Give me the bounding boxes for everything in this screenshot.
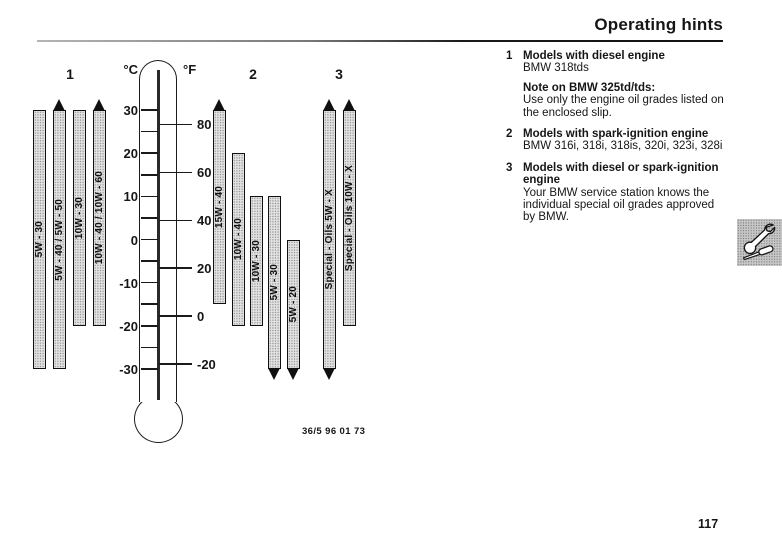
oil-grade-label: 10W - 40 [232, 218, 244, 261]
oil-grade-label: 5W - 30 [33, 221, 45, 258]
oil-grade-label: 5W - 30 [268, 264, 280, 301]
figure-caption: 36/5 96 01 73 [302, 426, 366, 437]
note-item [506, 50, 754, 119]
fahrenheit-tick-label: 20 [197, 261, 212, 277]
oil-grade-bar [53, 110, 66, 369]
oil-grade-bar [93, 110, 106, 326]
page-number: 117 [698, 517, 719, 531]
thermometer-mercury-line [157, 70, 160, 400]
celsius-tick-label: 10 [123, 189, 138, 205]
fahrenheit-tick [159, 220, 192, 222]
celsius-tick-label: 30 [123, 103, 138, 118]
celsius-minor-tick [141, 347, 158, 349]
notes-column [506, 50, 754, 233]
celsius-tick-label: -10 [119, 275, 138, 291]
celsius-tick [141, 109, 158, 111]
oil-grade-bar [287, 240, 300, 370]
group-3-label: 3 [335, 66, 343, 82]
arrow-down-icon [268, 368, 280, 380]
oil-grade-bar [250, 196, 263, 326]
oil-grade-label: Special - Oils 10W - X [343, 164, 355, 271]
note-heading: Models with spark-ignition engine [523, 128, 709, 141]
celsius-minor-tick [141, 131, 158, 133]
arrow-up-icon [53, 99, 65, 111]
page-title: Operating hints [594, 15, 723, 34]
note-line: BMW 318tds [523, 62, 589, 75]
arrow-up-icon [213, 99, 225, 111]
fahrenheit-tick-label: 60 [197, 165, 212, 181]
oil-grade-bar [33, 110, 46, 369]
note-item [506, 128, 754, 153]
note-body [523, 128, 722, 153]
note-line: by BMW. [523, 211, 570, 224]
oil-grade-label: 5W - 20 [287, 286, 299, 323]
note-number: 1 [506, 50, 513, 62]
fahrenheit-tick [159, 315, 192, 317]
note-line: BMW 316i, 318i, 318is, 320i, 323i, 328i [523, 140, 723, 153]
celsius-minor-tick [141, 174, 158, 176]
oil-grade-label: 5W - 40 / 5W - 50 [53, 198, 65, 281]
note-number: 3 [506, 161, 513, 174]
fahrenheit-tick-label: 40 [197, 213, 212, 229]
wrench-screwdriver-icon [739, 219, 780, 267]
group-2-label: 2 [249, 66, 257, 82]
oil-grade-bar [323, 110, 336, 369]
celsius-tick-label: -30 [119, 362, 138, 377]
celsius-tick-label: 0 [130, 232, 138, 248]
note-number: 2 [506, 128, 513, 141]
note-body [523, 162, 719, 224]
fahrenheit-tick [159, 363, 192, 365]
oil-grade-bar [232, 153, 245, 326]
arrow-up-icon [323, 99, 335, 111]
oil-grade-bar [343, 110, 356, 326]
note-body [523, 50, 724, 119]
fahrenheit-unit-label: °F [183, 62, 197, 77]
note-sub-heading: Note on BMW 325td/tds: [523, 81, 656, 94]
celsius-minor-tick [141, 303, 158, 305]
oil-grade-bar [213, 110, 226, 304]
fahrenheit-tick [159, 124, 192, 126]
oil-grade-label: 10W - 40 / 10W - 60 [93, 171, 105, 265]
celsius-tick-label: 20 [123, 146, 138, 162]
fahrenheit-tick-label: -20 [197, 357, 216, 373]
chapter-tab [737, 219, 782, 266]
note-item [506, 162, 754, 224]
arrow-down-icon [323, 368, 335, 380]
note-line: individual special oil grades approved [523, 199, 715, 212]
celsius-tick [141, 239, 158, 241]
oil-grade-label: Special - Oils 5W - X [323, 189, 335, 290]
celsius-tick [141, 196, 158, 198]
celsius-tick [141, 368, 158, 370]
oil-grade-bar [268, 196, 281, 369]
oil-grade-bar [73, 110, 86, 326]
arrow-down-icon [287, 368, 299, 380]
note-heading: Models with diesel engine [523, 50, 665, 62]
fahrenheit-tick-label: 80 [197, 117, 212, 133]
celsius-tick [141, 325, 158, 327]
fahrenheit-tick [159, 172, 192, 174]
fahrenheit-tick-label: 0 [197, 309, 205, 325]
note-line: Use only the engine oil grades listed on [523, 94, 724, 107]
oil-grade-label: 10W - 30 [250, 239, 262, 283]
fahrenheit-tick [159, 267, 192, 269]
oil-grade-label: 10W - 30 [73, 196, 85, 239]
note-heading: engine [523, 174, 561, 187]
group-1-label: 1 [66, 66, 74, 82]
celsius-tick [141, 282, 158, 284]
note-line: the enclosed slip. [523, 106, 612, 119]
thermometer-bulb [134, 395, 183, 443]
celsius-unit-label: °C [123, 62, 138, 77]
arrow-up-icon [343, 99, 355, 111]
note-heading: Models with diesel or spark-ignition [523, 161, 719, 174]
celsius-tick [141, 152, 158, 154]
header-rule [37, 40, 723, 42]
celsius-tick-label: -20 [119, 318, 138, 334]
celsius-minor-tick [141, 260, 158, 262]
oil-grade-label: 15W - 40 [213, 186, 225, 229]
note-line: Your BMW service station knows the [523, 186, 710, 199]
celsius-minor-tick [141, 217, 158, 219]
